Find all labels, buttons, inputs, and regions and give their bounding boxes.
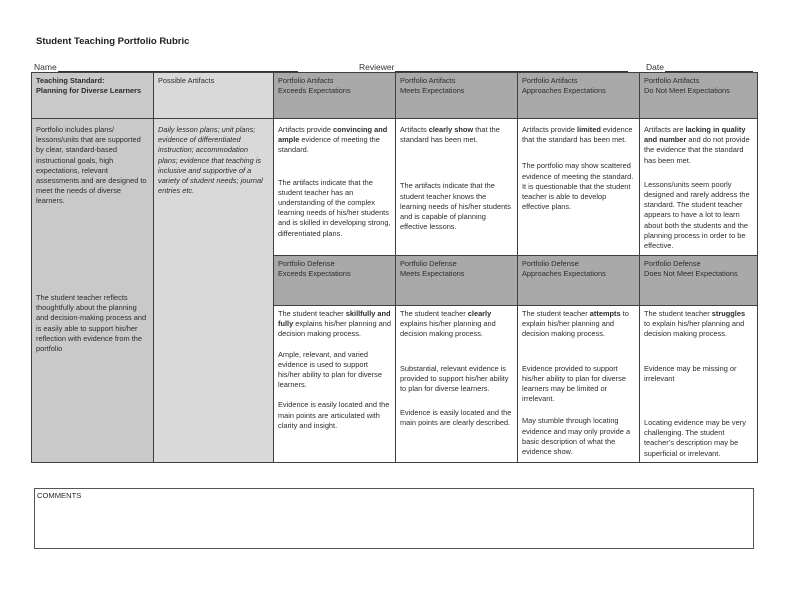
comments-box[interactable] bbox=[34, 488, 754, 549]
level-header-line2: Meets Expectations bbox=[400, 269, 465, 279]
criteria-artifacts-exceeds bbox=[274, 119, 396, 256]
criteria-p1: Artifacts are lacking in quality and number and do not provide the evidence that the standard has been met. bbox=[644, 125, 750, 165]
criteria-p2: Ample, relevant, and varied evidence is used to support his/her ability to plan for diverse learners. bbox=[278, 349, 382, 390]
name-label: Name bbox=[34, 62, 57, 72]
defense-standard-description: The student teacher reflects thoughtfully about the planning and decision-making process and is easily able to support his/her reflection with evidence from the portfolio bbox=[36, 293, 147, 354]
level-header-line1: Portfolio Artifacts bbox=[522, 76, 578, 85]
criteria-artifacts-meets bbox=[396, 119, 518, 256]
level-header-line2: Meets Expectations bbox=[400, 86, 465, 96]
artifacts-criteria-row bbox=[32, 119, 758, 256]
criteria-defense-exceeds bbox=[274, 306, 396, 463]
reviewer-input-line[interactable] bbox=[395, 62, 628, 72]
standard-header-cell bbox=[32, 73, 154, 119]
level-header-line2: Do Not Meet Expectations bbox=[644, 86, 730, 96]
criteria-defense-approaches bbox=[518, 306, 640, 463]
possible-artifacts-cell: Daily lesson plans; unit plans; evidence of differentiated instruction; accommodation plans; evidence that teaching is inclusive and supportive of a variety of student needs; journal entries etc. bbox=[154, 119, 274, 463]
criteria-p2: The portfolio may show scattered evidence of meeting the standard. It is questionable that the student teacher is able to develop effective plans. bbox=[522, 161, 634, 212]
level-header-line2: Approaches Expectations bbox=[522, 86, 606, 96]
standard-title: Teaching Standard: bbox=[36, 76, 105, 85]
level-header-artifacts-meets bbox=[396, 73, 518, 119]
criteria-p2: Substantial, relevant evidence is provided to support his/her ability to plan for diverse learners. bbox=[400, 363, 509, 394]
criteria-p2: Evidence may be missing or irrelevant bbox=[644, 363, 737, 383]
name-input-line[interactable] bbox=[58, 62, 298, 72]
criteria-p1: Artifacts provide convincing and ample evidence of meeting the standard. bbox=[278, 125, 388, 155]
standard-subtitle: Planning for Diverse Learners bbox=[36, 86, 142, 96]
artifacts-header-row bbox=[32, 73, 758, 119]
criteria-p3: Evidence is easily located and the main points are clearly described. bbox=[400, 408, 512, 428]
level-header-line2: Exceeds Expectations bbox=[278, 269, 351, 279]
criteria-p3: May stumble through locating evidence and may only provide a basic description of what the evidence show. bbox=[522, 416, 631, 457]
criteria-p2: The artifacts indicate that the student teacher knows the learning needs of his/her students and is capable of planning effective lessons. bbox=[400, 181, 511, 232]
standard-description-cell bbox=[32, 119, 154, 463]
level-header-line2: Exceeds Expectations bbox=[278, 86, 351, 96]
reviewer-label: Reviewer bbox=[359, 62, 395, 72]
date-field[interactable] bbox=[646, 62, 753, 72]
level-header-artifacts-exceeds bbox=[274, 73, 396, 119]
level-header-defense-meets bbox=[396, 256, 518, 306]
criteria-p3: Evidence is easily located and the main points are articulated with clarity and insight. bbox=[278, 400, 390, 430]
level-header-line2: Does Not Meet Expectations bbox=[644, 269, 738, 279]
level-header-defense-approaches bbox=[518, 256, 640, 306]
possible-artifacts-header: Possible Artifacts bbox=[154, 73, 274, 119]
criteria-artifacts-approaches bbox=[518, 119, 640, 256]
level-header-artifacts-does-not-meet bbox=[640, 73, 758, 119]
criteria-p1: The student teacher skillfully and fully explains his/her planning and decision making process. bbox=[278, 309, 391, 339]
level-header-line1: Portfolio Defense bbox=[522, 259, 579, 268]
criteria-p1: The student teacher attempts to explain his/her planning and decision making process. bbox=[522, 309, 629, 339]
level-header-line2: Approaches Expectations bbox=[522, 269, 606, 279]
level-header-line1: Portfolio Artifacts bbox=[278, 76, 334, 85]
criteria-artifacts-does-not-meet bbox=[640, 119, 758, 256]
criteria-p3: Locating evidence may be very challenging. The student teacher’s description may be superficial or irrelevant. bbox=[644, 418, 746, 458]
date-label: Date bbox=[646, 62, 664, 72]
level-header-line1: Portfolio Artifacts bbox=[400, 76, 456, 85]
level-header-line1: Portfolio Artifacts bbox=[644, 76, 700, 85]
criteria-defense-does-not-meet bbox=[640, 306, 758, 463]
criteria-p1: The student teacher struggles to explain his/her planning and decision making process. bbox=[644, 309, 746, 339]
comments-label: COMMENTS bbox=[37, 491, 82, 500]
level-header-artifacts-approaches bbox=[518, 73, 640, 119]
criteria-p1: The student teacher clearly explains his/her planning and decision making process. bbox=[400, 309, 496, 339]
criteria-p2: The artifacts indicate that the student teacher has an understanding of the complex learning needs of his/her students and is skilled in developing strong, differentiated plans. bbox=[278, 177, 391, 238]
rubric-table bbox=[31, 72, 758, 463]
document-title: Student Teaching Portfolio Rubric bbox=[36, 36, 190, 47]
name-field[interactable] bbox=[34, 62, 298, 72]
level-header-line1: Portfolio Defense bbox=[278, 259, 335, 268]
criteria-p1: Artifacts clearly show that the standard has been met. bbox=[400, 125, 500, 145]
artifacts-standard-description: Portfolio includes plans/ lessons/units that are supported by clear, standard-based instructional goals, high expectations, relevant assessments and are designed to meet the needs of diverse learners. bbox=[36, 125, 147, 206]
criteria-p2: Evidence provided to support his/her ability to plan for diverse learners may be limited or irrelevant. bbox=[522, 363, 626, 404]
criteria-defense-meets bbox=[396, 306, 518, 463]
criteria-p2: Lessons/units seem poorly designed and rarely address the standard. The student teacher appears to have a lot to learn about both the students and the planning process in order to be effective. bbox=[644, 179, 750, 251]
level-header-defense-does-not-meet bbox=[640, 256, 758, 306]
level-header-line1: Portfolio Defense bbox=[644, 259, 701, 268]
reviewer-field[interactable] bbox=[359, 62, 628, 72]
level-header-defense-exceeds bbox=[274, 256, 396, 306]
criteria-p1: Artifacts provide limited evidence that the standard has been met. bbox=[522, 125, 633, 145]
level-header-line1: Portfolio Defense bbox=[400, 259, 457, 268]
date-input-line[interactable] bbox=[665, 62, 753, 72]
